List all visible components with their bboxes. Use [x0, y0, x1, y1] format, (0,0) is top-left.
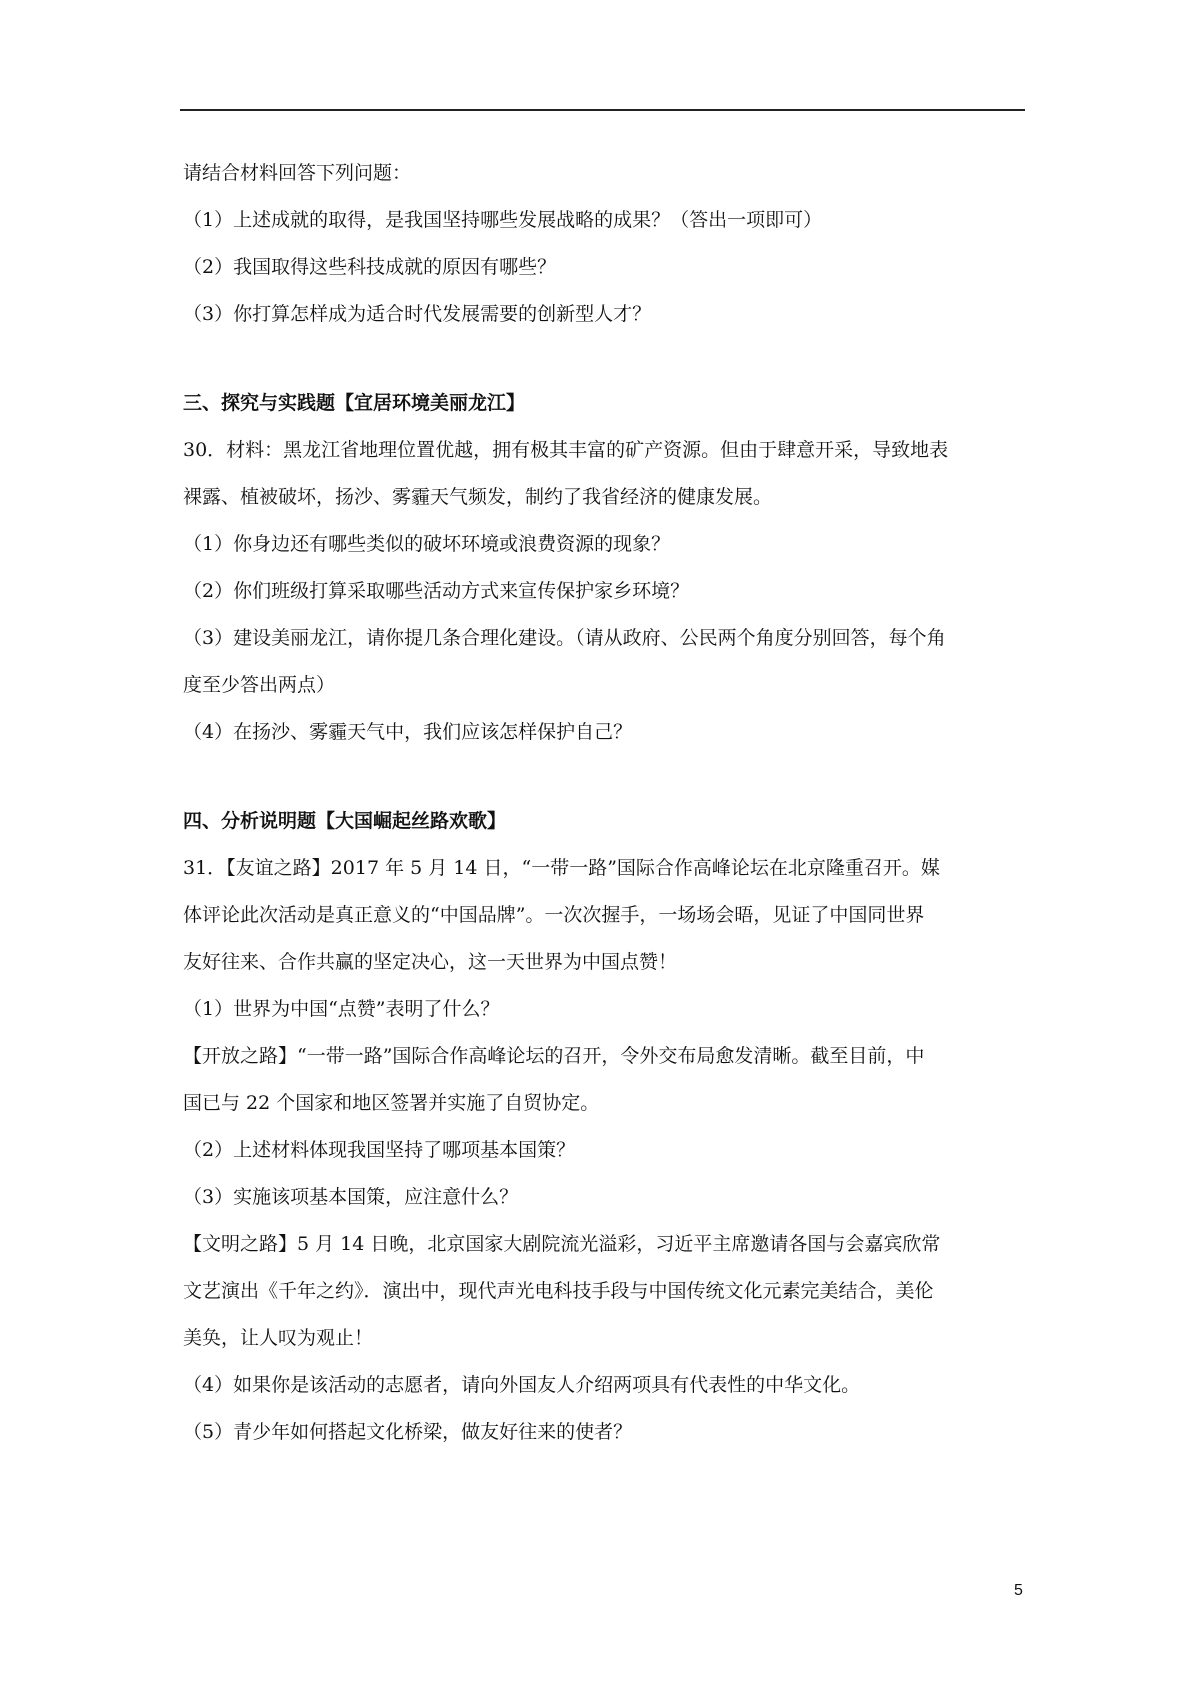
header-rule	[180, 109, 1025, 111]
document-body	[183, 150, 1023, 1456]
section-3-question-3: （3）建设美丽龙江，请你提几条合理化建设。（请从政府、公民两个角度分别回答，每个角	[183, 627, 946, 649]
section-3-question-3-cont: 度至少答出两点）	[183, 674, 336, 696]
section-3-question-2: （2）你们班级打算采取哪些活动方式来宣传保护家乡环境？	[183, 580, 690, 602]
section-4-question-5: （5）青少年如何搭起文化桥梁，做友好往来的使者？	[183, 1421, 633, 1443]
section-4-line-5: 【开放之路】“一带一路”国际合作高峰论坛的召开，令外交布局愈发清晰。截至目前，中	[183, 1045, 925, 1067]
question-1: （1）上述成就的取得，是我国坚持哪些发展战略的成果？（答出一项即可）	[183, 209, 823, 231]
question-2: （2）我国取得这些科技成就的原因有哪些？	[183, 256, 557, 278]
section-4-line-2: 体评论此次活动是真正意义的“中国品牌”。一次次握手，一场场会晤，见证了中国同世界	[183, 904, 925, 926]
section-4-question-2: （2）上述材料体现我国坚持了哪项基本国策？	[183, 1139, 576, 1161]
section-4-line-10: 文艺演出《千年之约》．演出中，现代声光电科技手段与中国传统文化元素完美结合，美伦	[183, 1280, 934, 1302]
section-3-material-line-1: 30．材料：黑龙江省地理位置优越，拥有极其丰富的矿产资源。但由于肆意开采，导致地表	[183, 439, 949, 461]
spacer	[183, 756, 1023, 798]
section-4-line-3: 友好往来、合作共赢的坚定决心，这一天世界为中国点赞！	[183, 951, 678, 973]
section-4-line-1: 31．【友谊之路】2017 年 5 月 14 日，“一带一路”国际合作高峰论坛在北京隆重召开。媒	[183, 857, 940, 879]
section-3-question-4: （4）在扬沙、雾霾天气中，我们应该怎样保护自己？	[183, 721, 633, 743]
section-4-heading: 四、分析说明题【大国崛起丝路欢歌】	[183, 810, 507, 832]
question-3: （3）你打算怎样成为适合时代发展需要的创新型人才？	[183, 303, 652, 325]
intro-instruction: 请结合材料回答下列问题：	[183, 162, 412, 184]
section-4-line-9: 【文明之路】5 月 14 日晚，北京国家大剧院流光溢彩，习近平主席邀请各国与会嘉宾欣常	[183, 1233, 941, 1255]
section-4-question-3: （3）实施该项基本国策，应注意什么？	[183, 1186, 519, 1208]
section-4-line-11: 美奂，让人叹为观止！	[183, 1327, 374, 1349]
section-4-question-1: （1）世界为中国“点赞”表明了什么？	[183, 998, 500, 1020]
section-4-line-6: 国已与 22 个国家和地区签署并实施了自贸协定。	[183, 1092, 600, 1114]
spacer	[183, 338, 1023, 380]
section-3-heading: 三、探究与实践题【宜居环境美丽龙江】	[183, 392, 526, 414]
section-3-material-line-2: 裸露、植被破坏，扬沙、雾霾天气频发，制约了我省经济的健康发展。	[183, 486, 773, 508]
page-number: 5	[1014, 1582, 1023, 1599]
section-3-question-1: （1）你身边还有哪些类似的破坏环境或浪费资源的现象？	[183, 533, 671, 555]
section-4-question-4: （4）如果你是该活动的志愿者，请向外国友人介绍两项具有代表性的中华文化。	[183, 1374, 861, 1396]
